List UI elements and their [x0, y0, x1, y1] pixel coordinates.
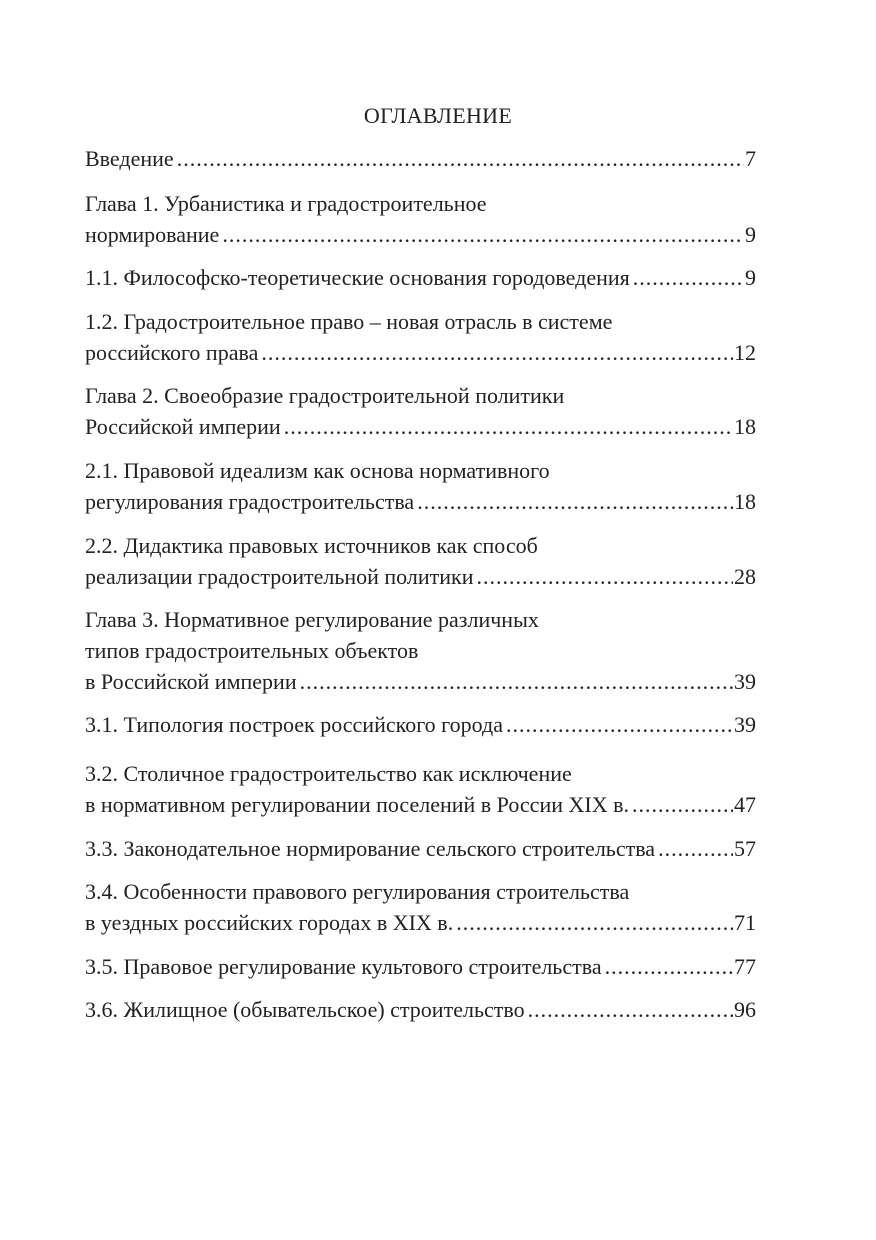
toc-entry-title-line: Глава 1. Урбанистика и градостроительное: [85, 191, 487, 216]
toc-page-number: 96: [734, 997, 756, 1022]
toc-entry-3-4: [85, 876, 756, 938]
toc-entry-title: 1.1. Философско-теоретические основания городоведения: [85, 265, 630, 290]
toc-entry-title-line: типов градостроительных объектов: [85, 638, 419, 663]
toc-page-number: 7: [745, 146, 756, 171]
toc-entry-3-3: [85, 833, 756, 864]
dot-leader: [417, 486, 733, 517]
dot-leader: [177, 143, 744, 174]
toc-page-number: 18: [734, 414, 756, 439]
toc-page-number: 47: [734, 792, 756, 817]
toc-entry-1-1: [85, 262, 756, 293]
dot-leader: [528, 994, 733, 1025]
toc-entry-title-line: 3.4. Особенности правового регулирования строительства: [85, 879, 630, 904]
toc-page-number: 28: [734, 564, 756, 589]
toc-entry-title: 3.1. Типология построек российского города: [85, 712, 503, 737]
toc-entry-title: в уездных российских городах в XIX в.: [85, 910, 454, 935]
toc-page-number: 39: [734, 669, 756, 694]
toc-entry-chapter-3: [85, 604, 756, 697]
toc-entry-title: Введение: [85, 146, 174, 171]
toc-entry-1-2: [85, 306, 756, 368]
toc-page-number: 77: [734, 954, 756, 979]
toc-entry-title-line: 1.2. Градостроительное право – новая отрасль в системе: [85, 309, 613, 334]
toc-page-number: 39: [734, 712, 756, 737]
toc-entry-title-line: 2.2. Дидактика правовых источников как способ: [85, 533, 538, 558]
toc-entry-chapter-2: [85, 380, 756, 442]
toc-entry-3-5: [85, 951, 756, 982]
dot-leader: [632, 789, 733, 820]
dot-leader: [300, 666, 733, 697]
dot-leader: [633, 262, 744, 293]
toc-entry-3-2: [85, 758, 756, 820]
toc-title: ОГЛАВЛЕНИЕ: [363, 103, 513, 128]
toc-entry-title-line: Глава 2. Своеобразие градостроительной политики: [85, 383, 565, 408]
toc-entry-3-1: [85, 709, 756, 740]
dot-leader: [506, 709, 733, 740]
toc-page-number: 9: [745, 222, 756, 247]
dot-leader: [261, 337, 733, 368]
dot-leader: [658, 833, 733, 864]
toc-page-number: 12: [734, 340, 756, 365]
toc-entry-title: нормирование: [85, 222, 220, 247]
dot-leader: [284, 411, 733, 442]
toc-entry-title: 3.3. Законодательное нормирование сельского строительства: [85, 836, 656, 861]
toc-entry-title-line: Глава 3. Нормативное регулирование различных: [85, 607, 539, 632]
toc-entry-title: в нормативном регулировании поселений в России XIX в.: [85, 792, 629, 817]
toc-entry-title: в Российской империи: [85, 669, 297, 694]
dot-leader: [456, 907, 733, 938]
toc-page-number: 71: [734, 910, 756, 935]
toc-entry-2-1: [85, 455, 756, 517]
toc-page-number: 9: [745, 265, 756, 290]
toc-entry-title-line: 2.1. Правовой идеализм как основа нормативного: [85, 458, 550, 483]
toc-entry-title: 3.6. Жилищное (обывательское) строительство: [85, 997, 525, 1022]
toc-entry-title: реализации градостроительной политики: [85, 564, 474, 589]
toc-page-number: 57: [734, 836, 756, 861]
toc-entry-3-6: [85, 994, 756, 1025]
toc-entry-chapter-1: [85, 188, 756, 250]
toc-entry-title: 3.5. Правовое регулирование культового строительства: [85, 954, 602, 979]
toc-entry-2-2: [85, 530, 756, 592]
toc-page-number: 18: [734, 489, 756, 514]
toc-entry-title: регулирования градостроительства: [85, 489, 415, 514]
toc-entry-introduction: [85, 143, 756, 174]
toc-entry-title-line: 3.2. Столичное градостроительство как исключение: [85, 761, 572, 786]
dot-leader: [477, 561, 734, 592]
toc-entry-title: Российской империи: [85, 414, 281, 439]
dot-leader: [605, 951, 733, 982]
dot-leader: [222, 219, 744, 250]
toc-entry-title: российского права: [85, 340, 259, 365]
